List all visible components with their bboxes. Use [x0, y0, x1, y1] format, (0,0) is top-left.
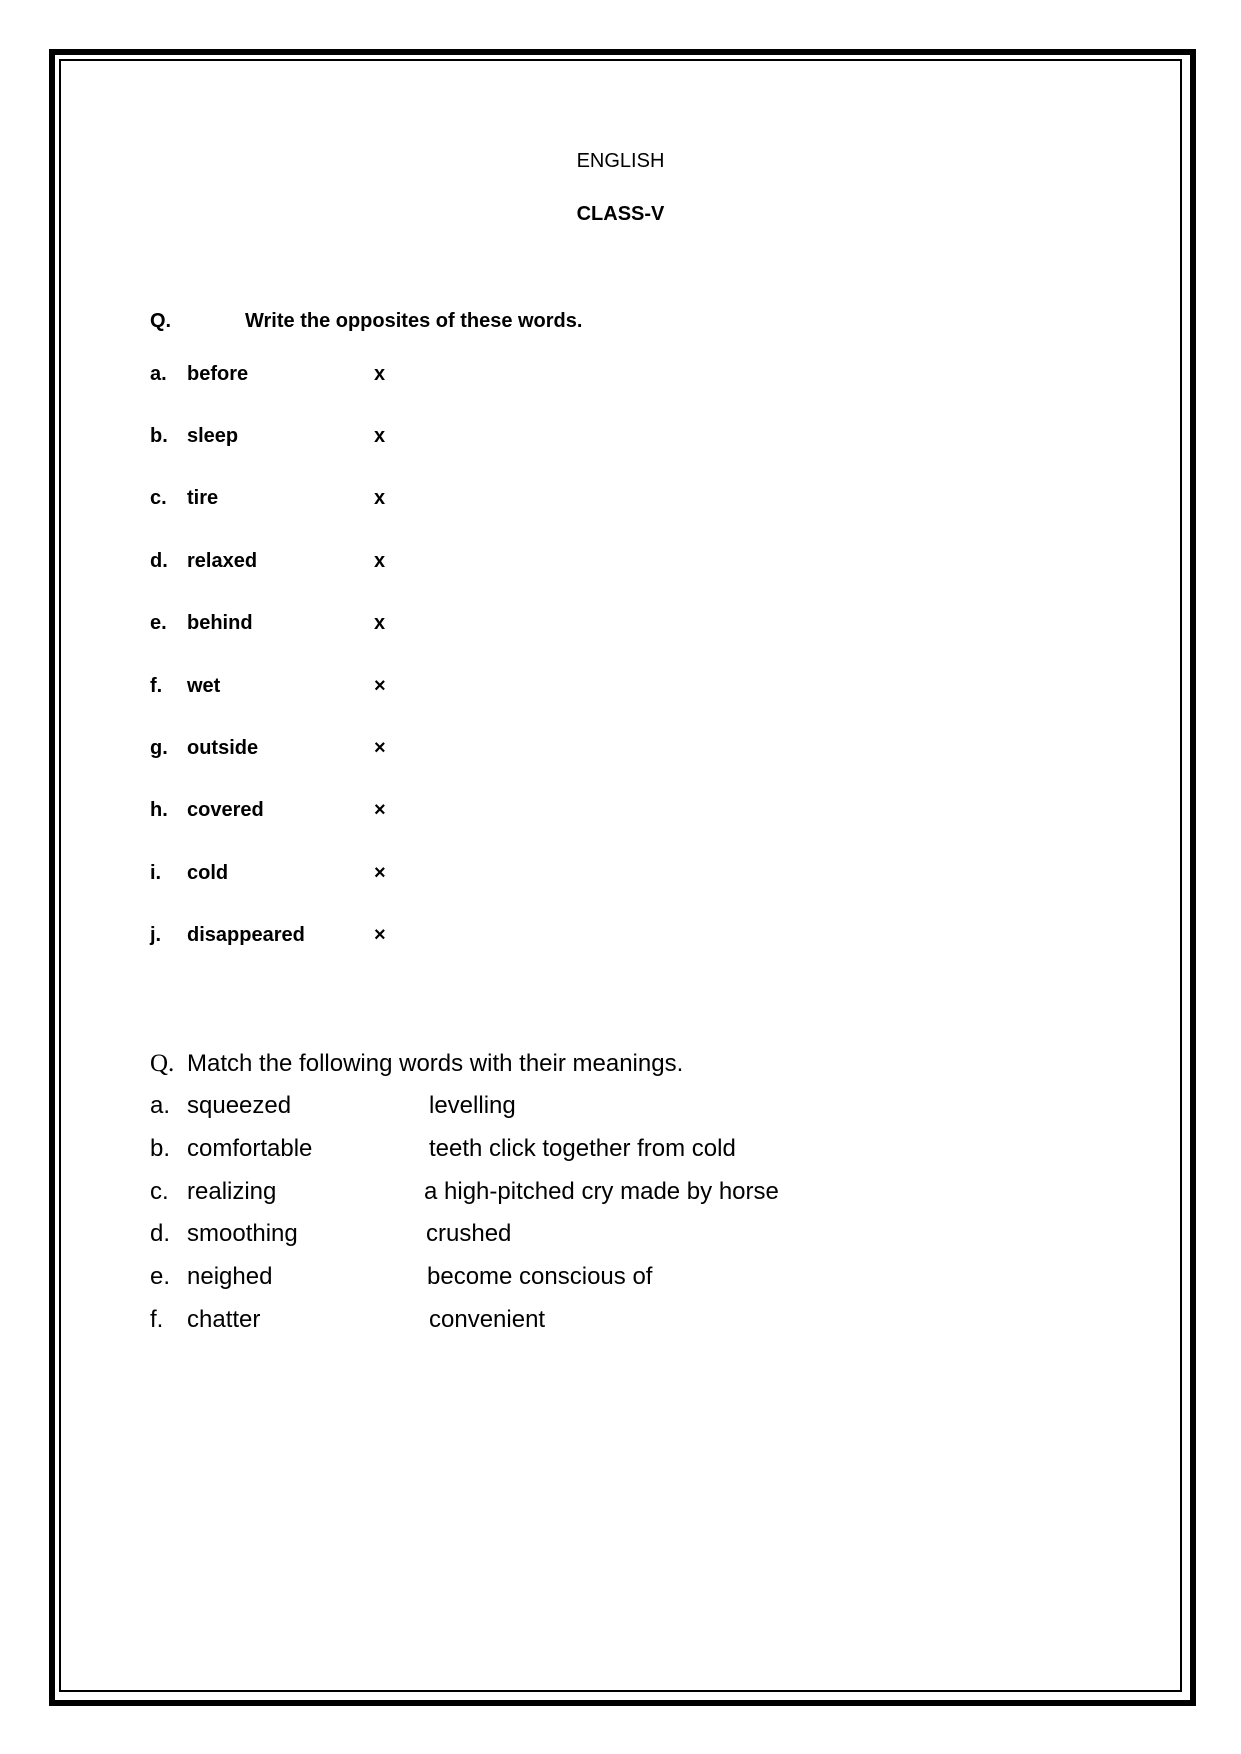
item-meaning: convenient [429, 1306, 546, 1333]
opposite-sign: x [374, 487, 386, 509]
item-letter: j. [150, 924, 162, 946]
opposite-sign: x [374, 425, 386, 447]
opposite-sign: × [374, 675, 386, 697]
item-letter: a. [150, 1092, 171, 1119]
item-letter: a. [150, 363, 167, 385]
item-word: tire [187, 487, 219, 509]
item-meaning: crushed [426, 1220, 512, 1247]
question-2-mark: Q. [150, 1050, 175, 1077]
item-letter: c. [150, 1178, 169, 1205]
question-1-instruction: Write the opposites of these words. [245, 310, 583, 332]
item-meaning: a high-pitched cry made by horse [424, 1178, 779, 1205]
opposite-sign: x [374, 550, 386, 572]
item-meaning: teeth click together from cold [429, 1135, 736, 1162]
opposite-sign: × [374, 924, 386, 946]
question-1-mark: Q. [150, 310, 172, 332]
opposite-sign: × [374, 799, 386, 821]
opposite-sign: x [374, 612, 386, 634]
item-word: outside [187, 737, 259, 759]
subject-heading: ENGLISH [576, 150, 665, 172]
item-letter: f. [150, 1306, 164, 1333]
item-word: squeezed [187, 1092, 292, 1119]
item-letter: d. [150, 1220, 171, 1247]
item-word: behind [187, 612, 253, 634]
item-letter: h. [150, 799, 168, 821]
item-word: realizing [187, 1178, 277, 1205]
item-word: covered [187, 799, 264, 821]
item-letter: e. [150, 612, 167, 634]
item-letter: i. [150, 862, 162, 884]
item-letter: f. [150, 675, 163, 697]
item-word: before [187, 363, 249, 385]
item-word: sleep [187, 425, 239, 447]
opposite-sign: × [374, 737, 386, 759]
item-word: smoothing [187, 1220, 298, 1247]
question-2-instruction: Match the following words with their meanings. [187, 1050, 684, 1077]
item-letter: d. [150, 550, 168, 572]
item-word: chatter [187, 1306, 261, 1333]
item-letter: c. [150, 487, 167, 509]
item-letter: b. [150, 1135, 171, 1162]
item-word: cold [187, 862, 229, 884]
item-letter: e. [150, 1263, 171, 1290]
item-letter: b. [150, 425, 168, 447]
opposite-sign: × [374, 862, 386, 884]
item-word: neighed [187, 1263, 273, 1290]
item-letter: g. [150, 737, 168, 759]
item-word: comfortable [187, 1135, 313, 1162]
item-word: wet [187, 675, 221, 697]
class-heading: CLASS-V [576, 203, 665, 225]
item-meaning: levelling [429, 1092, 516, 1119]
item-meaning: become conscious of [427, 1263, 653, 1290]
item-word: disappeared [187, 924, 305, 946]
opposite-sign: x [374, 363, 386, 385]
item-word: relaxed [187, 550, 258, 572]
